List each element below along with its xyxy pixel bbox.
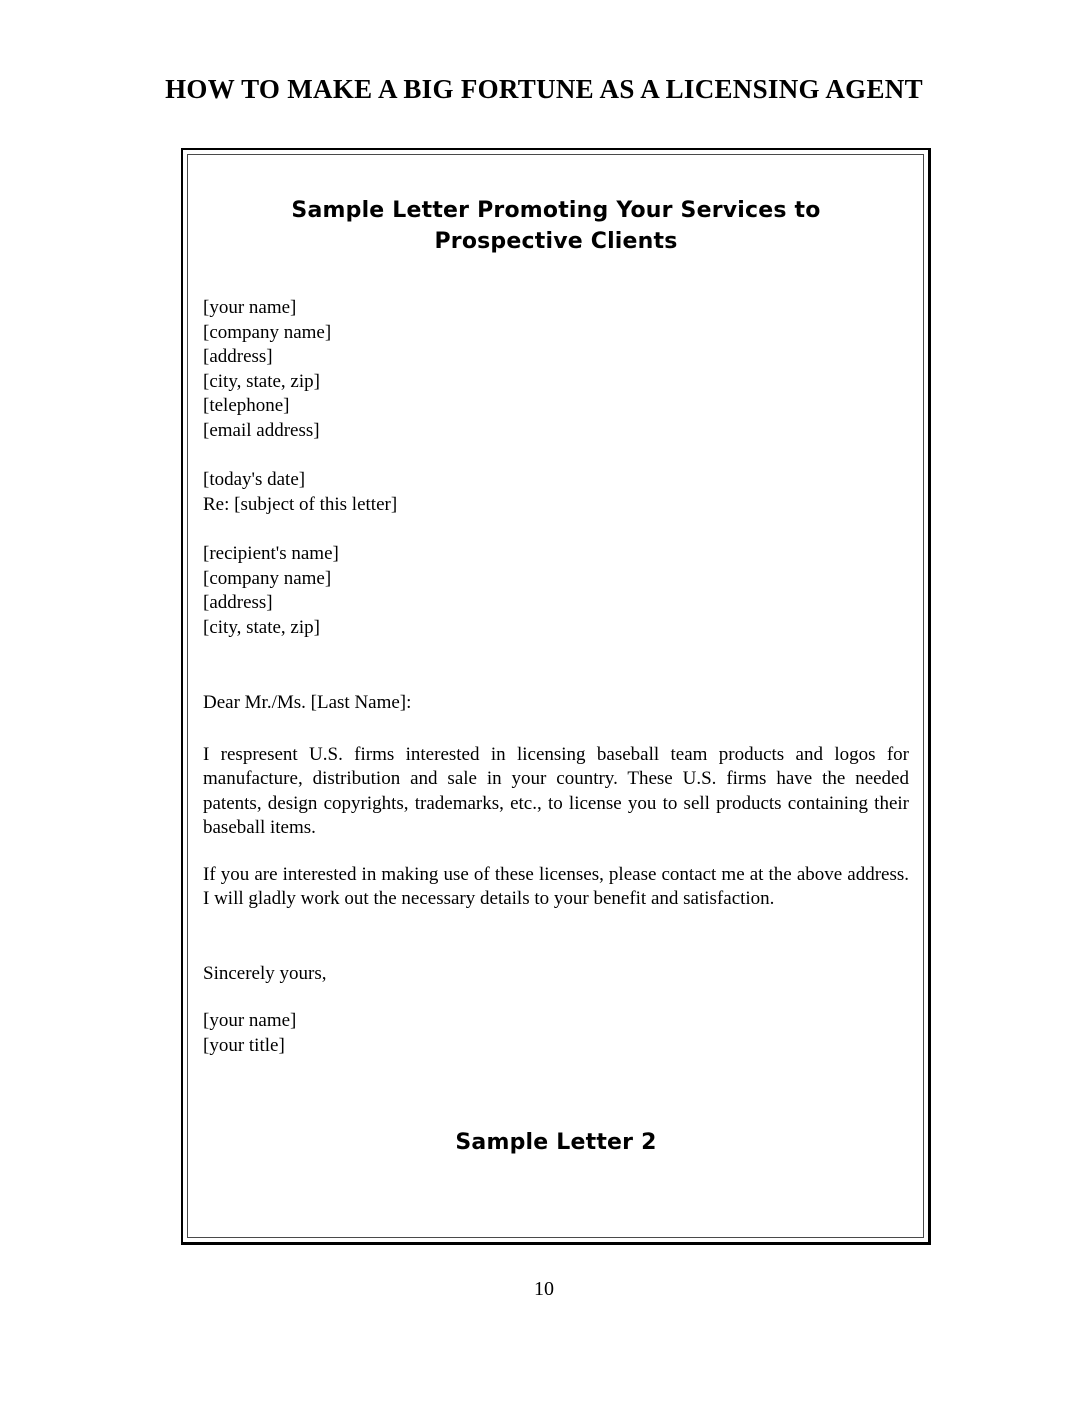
letter-box [181, 148, 931, 1245]
date-subject-block [203, 468, 909, 517]
letter-heading [203, 195, 909, 257]
sender-company-placeholder: [company name] [203, 321, 332, 343]
sample-letter-2-heading: Sample Letter 2 [455, 1130, 657, 1155]
letter-heading-line-2: Prospective Clients [434, 229, 678, 254]
recipient-company-placeholder: [company name] [203, 567, 332, 589]
subject-line: Re: [subject of this letter] [203, 493, 398, 515]
letter-box-inner-border [187, 154, 924, 1238]
signature-title-placeholder: [your title] [203, 1034, 285, 1056]
sender-name-placeholder: [your name] [203, 297, 297, 318]
recipient-city-state-zip-placeholder: [city, state, zip] [203, 616, 320, 638]
recipient-address-block [203, 542, 909, 640]
recipient-name-placeholder: [recipient's name] [203, 543, 339, 564]
date-placeholder: [today's date] [203, 469, 306, 490]
body-paragraph-1: I respresent U.S. firms interested in licensing baseball team products and logos for manufacture, distribution and sale in your country. These U.S. firms have the needed patents, design copyrights, trademarks, etc., to license you to sell products containing their baseball items. [203, 743, 909, 838]
sender-address-block [203, 296, 909, 443]
closing: Sincerely yours, [203, 962, 327, 984]
signature-block [203, 1009, 909, 1058]
sender-address-placeholder: [address] [203, 346, 273, 367]
page-number: 10 [534, 1278, 554, 1300]
sender-email-placeholder: [email address] [203, 419, 320, 441]
body-paragraph-2: If you are interested in making use of these licenses, please contact me at the above address. I will gladly work out the necessary details to your benefit and satisfaction. [203, 863, 909, 909]
recipient-address-placeholder: [address] [203, 592, 273, 613]
sender-telephone-placeholder: [telephone] [203, 395, 290, 416]
letter-heading-line-1: Sample Letter Promoting Your Services to [291, 198, 821, 223]
page-title: HOW TO MAKE A BIG FORTUNE AS A LICENSING AGENT [165, 74, 923, 104]
signature-name-placeholder: [your name] [203, 1010, 297, 1031]
salutation: Dear Mr./Ms. [Last Name]: [203, 692, 412, 713]
sender-city-state-zip-placeholder: [city, state, zip] [203, 370, 320, 392]
